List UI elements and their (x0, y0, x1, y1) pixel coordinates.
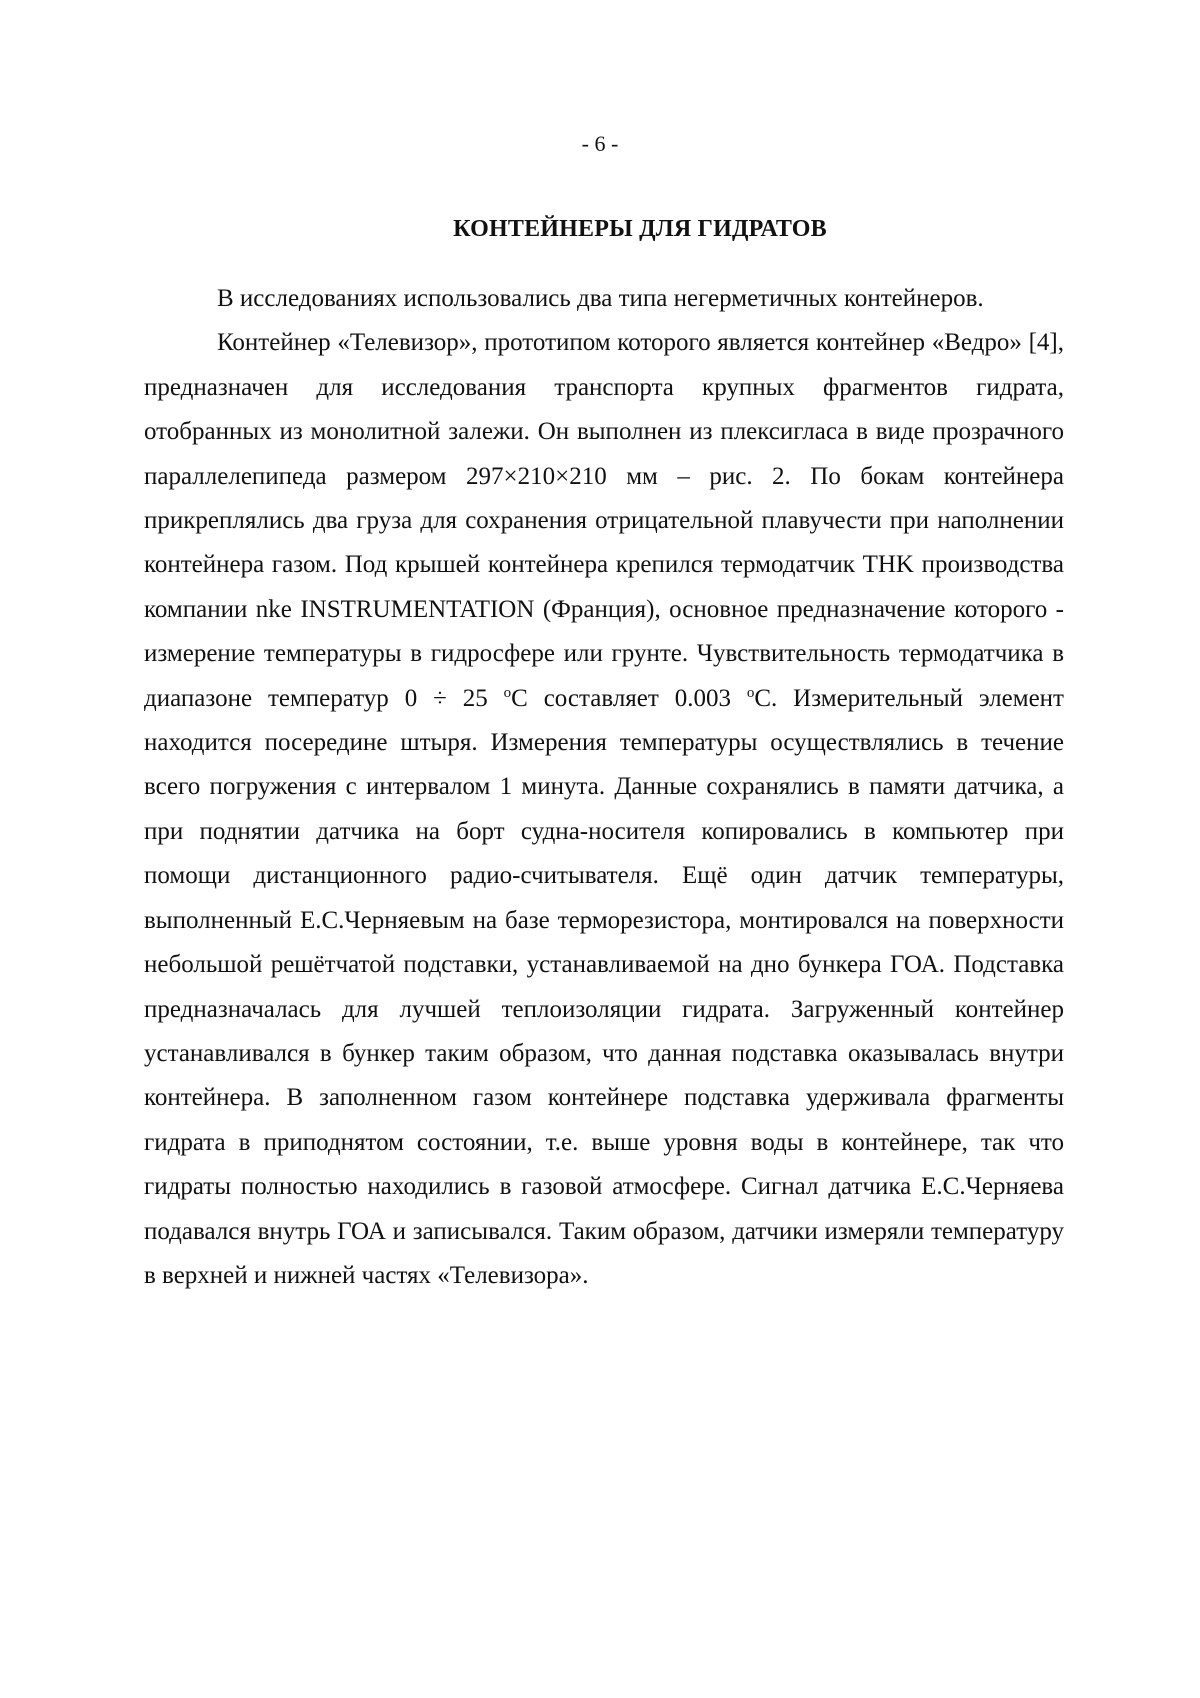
section-title: КОНТЕЙНЕРЫ ДЛЯ ГИДРАТОВ (453, 216, 827, 242)
body-text (144, 277, 1064, 1298)
degree-symbol: o (503, 684, 512, 701)
paragraph-2 (144, 321, 1064, 1298)
degree-symbol: o (746, 684, 755, 701)
page-number: - 6 - (581, 131, 619, 156)
paragraph-1: В исследованиях использовались два типа негерметичных контейнеров. (217, 285, 984, 312)
paragraph-2-text-part-2: C составляет 0.003 (511, 684, 747, 712)
paragraph-2-text-part-3: C. Измерительный элемент находится посередине штыря. Измерения температуры осуществлялись в течение всего погружения с интервалом 1 минута. Данные сохранялись в памяти датчика, а при поднятии датчика на борт судна-носителя копировались в компьютер при помощи дистанционного радио-считывателя. Ещё один датчик температуры, выполненный Е.С.Черняевым на базе терморезистора, монтировался на поверхности небольшой решётчатой подставки, устанавливаемой на дно бункера ГОА. Подставка предназначалась для лучшей теплоизоляции гидрата. Загруженный контейнер устанавливался в бункер таким образом, что данная подставка оказывалась внутри контейнера. В заполненном газом контейнере подставка удерживала фрагменты гидрата в приподнятом состоянии, т.е. выше уровня воды в контейнере, так что гидраты полностью находились в газовой атмосфере. Сигнал датчика Е.С.Черняева подавался внутрь ГОА и записывался. Таким образом, датчики измеряли температуру в верхней и нижней частях «Телевизора». (144, 684, 1064, 1289)
paragraph-2-text-part-1: Контейнер «Телевизор», прототипом которого является контейнер «Ведро» [4], предназначен для исследования транспорта крупных фрагментов гидрата, отобранных из монолитной залежи. Он выполнен из плексигласа в виде прозрачного параллелепипеда размером 297×210×210 мм – рис. 2. По бокам контейнера прикреплялись два груза для сохранения отрицательной плавучести при наполнении контейнера газом. Под крышей контейнера крепился термодатчик THK производства компании nke INSTRUMENTATION (Франция), основное предназначение которого - измерение температуры в гидросфере или грунте. Чувствительность термодатчика в диапазоне температур 0 ÷ 25 (144, 329, 1064, 712)
